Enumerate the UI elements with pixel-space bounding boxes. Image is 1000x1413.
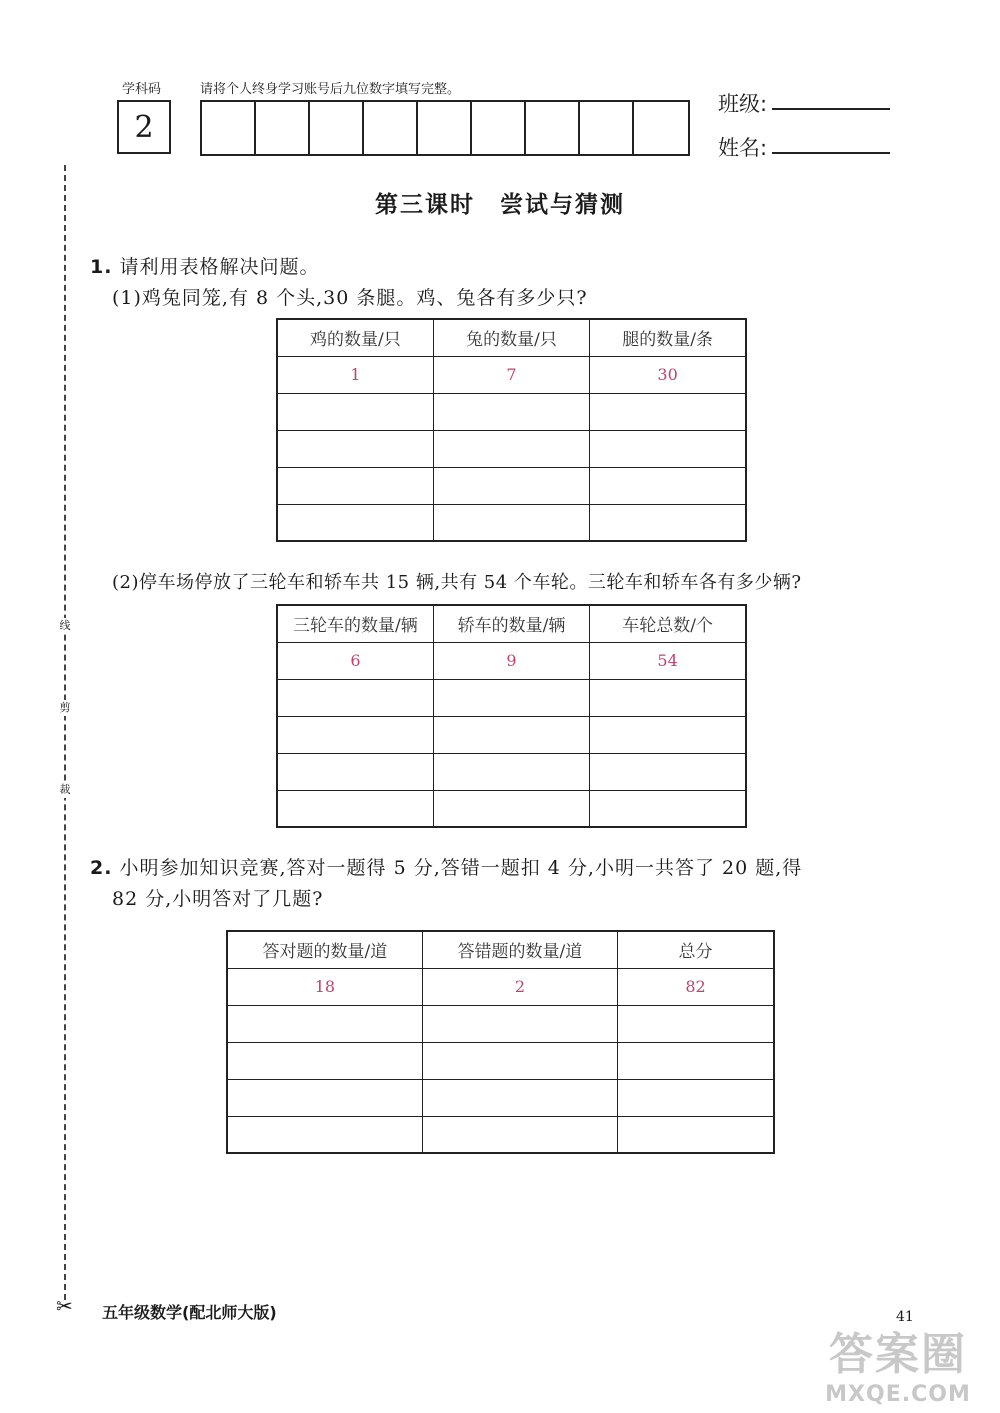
name-field[interactable]: [772, 152, 890, 154]
answer-cell[interactable]: [433, 716, 589, 753]
answer-cell[interactable]: [277, 467, 433, 504]
answer-cell[interactable]: [433, 393, 589, 430]
table-row: [277, 430, 746, 467]
watermark-url: MXQE.COM: [825, 1382, 971, 1407]
quiz-score-table: [226, 930, 775, 1154]
digit-box[interactable]: [472, 102, 526, 154]
answer-cell[interactable]: 54: [590, 642, 746, 679]
answer-cell[interactable]: [227, 1116, 422, 1153]
account-digit-boxes[interactable]: [200, 100, 690, 156]
answer-cell[interactable]: [590, 430, 746, 467]
table-row: [227, 1079, 774, 1116]
answer-cell[interactable]: [433, 753, 589, 790]
question-1: [90, 252, 320, 279]
chicken-rabbit-table: [276, 318, 747, 542]
answer-cell[interactable]: [618, 1005, 774, 1042]
cutline-char: 线: [55, 618, 75, 634]
cut-line: [64, 165, 66, 1300]
answer-cell[interactable]: [590, 467, 746, 504]
answer-cell[interactable]: [277, 790, 433, 827]
answer-cell[interactable]: [618, 1079, 774, 1116]
answer-cell[interactable]: [433, 790, 589, 827]
question-text: 请利用表格解决问题。: [119, 256, 320, 278]
answer-cell[interactable]: [277, 716, 433, 753]
question-text: 小明参加知识竞赛,答对一题得 5 分,答错一题扣 4 分,小明一共答了 20 题,得: [119, 857, 803, 879]
question-1-part-2-text: (2)停车场停放了三轮车和轿车共 15 辆,共有 54 个车轮。三轮车和轿车各有多少辆?: [112, 572, 802, 593]
answer-cell[interactable]: 7: [433, 356, 589, 393]
answer-cell[interactable]: [618, 1042, 774, 1079]
class-label: 班级:: [718, 92, 768, 116]
answer-cell[interactable]: [590, 504, 746, 541]
table-row: [277, 504, 746, 541]
question-number: 2.: [90, 857, 113, 879]
table-row: [277, 753, 746, 790]
table-row: [227, 1042, 774, 1079]
digit-box[interactable]: [634, 102, 688, 154]
answer-cell[interactable]: [590, 790, 746, 827]
table-header: 答错题的数量/道: [422, 931, 617, 968]
name-label: 姓名:: [718, 136, 768, 160]
digit-box[interactable]: [310, 102, 364, 154]
subject-code-label: 学科码: [122, 82, 162, 97]
table-header-row: [277, 605, 746, 642]
answer-cell[interactable]: [277, 393, 433, 430]
table-row: [277, 467, 746, 504]
question-2: [90, 853, 802, 880]
answer-cell[interactable]: [277, 504, 433, 541]
table-header: 三轮车的数量/辆: [277, 605, 433, 642]
answer-cell[interactable]: [590, 716, 746, 753]
table-header: 车轮总数/个: [590, 605, 746, 642]
watermark-logo: [800, 1318, 996, 1407]
answer-cell[interactable]: [590, 753, 746, 790]
answer-cell[interactable]: [618, 1116, 774, 1153]
answer-cell[interactable]: [422, 1116, 617, 1153]
table-header: 答对题的数量/道: [227, 931, 422, 968]
answer-cell[interactable]: 82: [618, 968, 774, 1005]
answer-cell[interactable]: [277, 679, 433, 716]
subject-code-box: 2: [117, 100, 171, 154]
answer-cell[interactable]: [590, 679, 746, 716]
table-header: 总分: [618, 931, 774, 968]
cutline-char: 剪: [55, 700, 75, 716]
answer-cell[interactable]: [227, 1042, 422, 1079]
answer-cell[interactable]: [433, 679, 589, 716]
answer-cell[interactable]: [277, 430, 433, 467]
answer-cell[interactable]: 1: [277, 356, 433, 393]
table-row: [277, 356, 746, 393]
watermark-text: 答案圈: [829, 1329, 967, 1380]
answer-cell[interactable]: 2: [422, 968, 617, 1005]
answer-cell[interactable]: [433, 467, 589, 504]
question-1-part-1-text: (1)鸡兔同笼,有 8 个头,30 条腿。鸡、兔各有多少只?: [112, 287, 588, 309]
table-header: 腿的数量/条: [590, 319, 746, 356]
table-row: [277, 790, 746, 827]
digit-box[interactable]: [202, 102, 256, 154]
table-row: [227, 1116, 774, 1153]
question-2-line-2: 82 分,小明答对了几题?: [112, 888, 324, 910]
digit-box[interactable]: [580, 102, 634, 154]
page-number: 41: [896, 1309, 914, 1325]
answer-cell[interactable]: 30: [590, 356, 746, 393]
digit-box[interactable]: [256, 102, 310, 154]
table-row: [277, 679, 746, 716]
book-title: 五年级数学(配北师大版): [102, 1303, 277, 1322]
scissors-icon: ✂: [56, 1294, 73, 1318]
question-number: 1.: [90, 256, 113, 278]
digit-box[interactable]: [526, 102, 580, 154]
tricycle-car-table: [276, 604, 747, 828]
table-header: 鸡的数量/只: [277, 319, 433, 356]
answer-cell[interactable]: [227, 1079, 422, 1116]
digit-box[interactable]: [418, 102, 472, 154]
answer-cell[interactable]: [590, 393, 746, 430]
answer-cell[interactable]: [277, 753, 433, 790]
answer-cell[interactable]: [433, 504, 589, 541]
answer-cell[interactable]: 6: [277, 642, 433, 679]
table-row: [277, 642, 746, 679]
table-header-row: [277, 319, 746, 356]
table-row: [227, 968, 774, 1005]
answer-cell[interactable]: [422, 1079, 617, 1116]
answer-cell[interactable]: 9: [433, 642, 589, 679]
table-row: [227, 1005, 774, 1042]
account-instruction: 请将个人终身学习账号后九位数字填写完整。: [200, 82, 461, 97]
answer-cell[interactable]: [227, 1005, 422, 1042]
cutline-char: 裁: [55, 782, 75, 798]
answer-cell[interactable]: [433, 430, 589, 467]
table-header: 兔的数量/只: [433, 319, 589, 356]
answer-cell[interactable]: [422, 1005, 617, 1042]
lesson-title: 第三课时 尝试与猜测: [375, 192, 625, 218]
class-field[interactable]: [772, 108, 890, 110]
digit-box[interactable]: [364, 102, 418, 154]
answer-cell[interactable]: [422, 1042, 617, 1079]
table-row: [277, 393, 746, 430]
answer-cell[interactable]: 18: [227, 968, 422, 1005]
table-row: [277, 716, 746, 753]
table-header: 轿车的数量/辆: [433, 605, 589, 642]
table-header-row: [227, 931, 774, 968]
